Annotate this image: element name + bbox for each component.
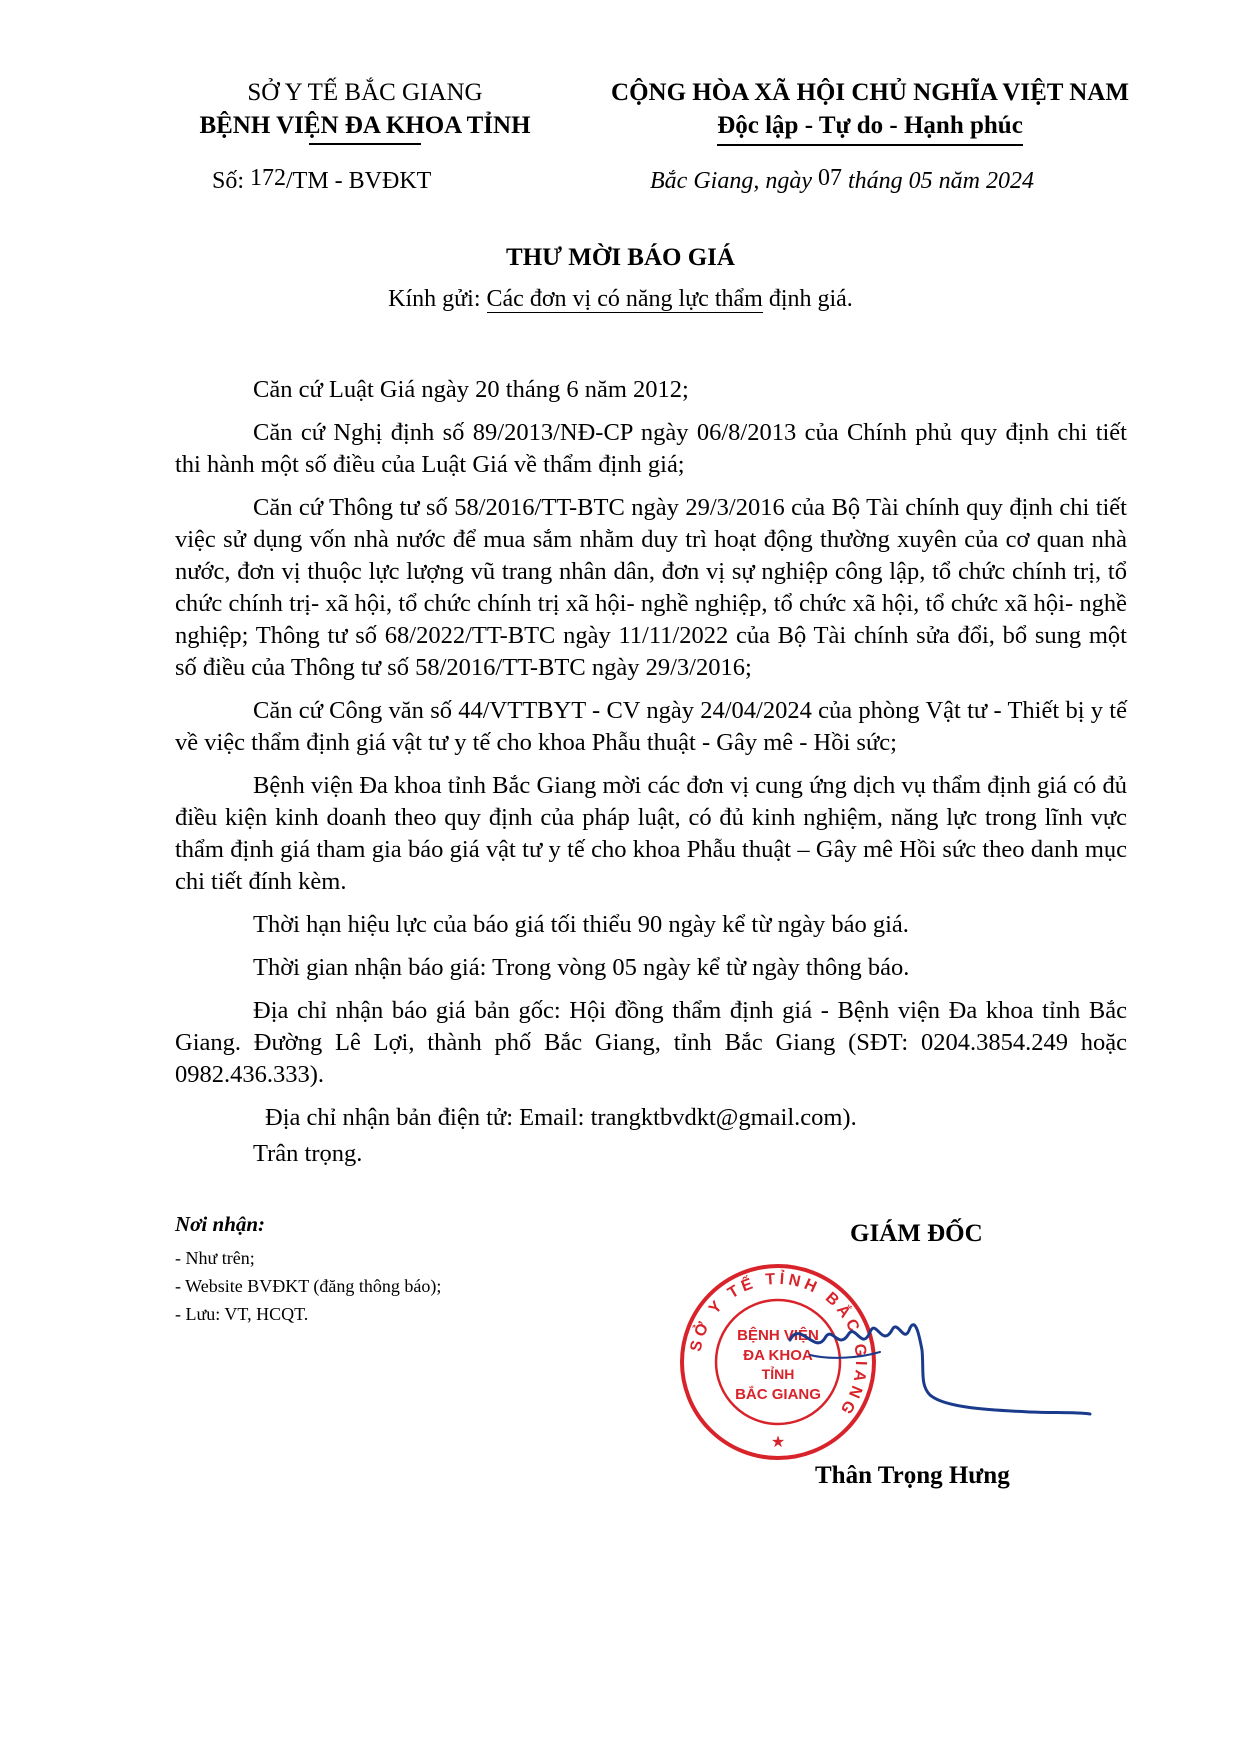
paragraph-invitation: Bệnh viện Đa khoa tỉnh Bắc Giang mời các đơn vị cung ứng dịch vụ thẩm định giá có đủ điều kiện kinh doanh theo quy định của pháp luật, có đủ kinh nghiệm, năng lực trong lĩnh vực thẩm định giá tham gia báo giá vật tư y tế cho khoa Phẫu thuật – Gây mê Hồi sức theo danh mục chi tiết đính kèm. xyxy=(175,772,1127,895)
date-part3: năm 2024 xyxy=(938,168,1034,194)
seal-outer-text: SỞ Y TẾ TỈNH BẮC GIANG xyxy=(687,1270,870,1421)
addressee-prefix: Kính gửi: xyxy=(388,286,487,312)
paragraph-validity: Thời hạn hiệu lực của báo giá tối thiểu 90 ngày kể từ ngày báo giá. xyxy=(253,911,909,938)
addressee xyxy=(0,286,1241,313)
country-name: CỘNG HÒA XÃ HỘI CHỦ NGHĨA VIỆT NAM xyxy=(611,79,1129,106)
paragraph-legal-basis-2: Căn cứ Nghị định số 89/2013/NĐ-CP ngày 06/8/2013 của Chính phủ quy định chi tiết thi hành một số điều của Luật Giá về thẩm định giá; xyxy=(175,419,1127,478)
recipient-item: - Lưu: VT, HCQT. xyxy=(175,1304,309,1324)
document-reference xyxy=(212,165,432,195)
seal-star-icon: ★ xyxy=(770,1432,786,1451)
date-part1: Bắc Giang, ngày xyxy=(650,168,812,194)
date-month: 05 xyxy=(908,168,933,194)
paragraph-legal-basis-1: Căn cứ Luật Giá ngày 20 tháng 6 năm 2012; xyxy=(253,376,689,403)
reference-suffix: /TM - BVĐKT xyxy=(286,168,432,194)
seal-line2: ĐA KHOA xyxy=(743,1347,813,1364)
signer-title: GIÁM ĐỐC xyxy=(850,1220,983,1247)
seal-line1: BỆNH VIỆN xyxy=(737,1327,819,1344)
date-day: 07 xyxy=(817,165,842,191)
seal-line4: BẮC GIANG xyxy=(735,1386,821,1403)
reference-prefix: Số: xyxy=(212,168,245,194)
issuer-header xyxy=(150,76,580,142)
department-name: SỞ Y TẾ BẮC GIANG xyxy=(247,79,483,106)
signature xyxy=(770,1300,1100,1430)
national-motto: Độc lập - Tự do - Hạnh phúc xyxy=(717,109,1023,146)
addressee-underlined: Các đơn vị có năng lực thẩm xyxy=(486,286,763,312)
paragraph-legal-basis-3: Căn cứ Thông tư số 58/2016/TT-BTC ngày 29/3/2016 của Bộ Tài chính quy định chi tiết việc sử dụng vốn nhà nước để mua sắm nhằm duy trì hoạt động thường xuyên của cơ quan nhà nước, đơn vị thuộc lực lượng vũ trang nhân dân, đơn vị sự nghiệp công lập, tổ chức chính trị, tổ chức chính trị- xã hội, tổ chức chính trị xã hội- nghề nghiệp, tổ chức xã hội, tổ chức xã hội- nghề nghiệp; Thông tư số 68/2022/TT-BTC ngày 11/11/2022 của Bộ Tài chính sửa đổi, bổ sung một số điều của Thông tư số 58/2016/TT-BTC ngày 29/3/2016; xyxy=(175,494,1127,681)
paragraph-deadline: Thời gian nhận báo giá: Trong vòng 05 ngày kể từ ngày thông báo. xyxy=(253,954,910,981)
paragraph-legal-basis-4: Căn cứ Công văn số 44/VTTBYT - CV ngày 24/04/2024 của phòng Vật tư - Thiết bị y tế về việc thẩm định giá vật tư y tế cho khoa Phẫu thuật - Gây mê - Hồi sức; xyxy=(175,697,1127,756)
letter-body xyxy=(175,374,1127,1181)
recipient-item: - Như trên; xyxy=(175,1248,255,1268)
recipient-item: - Website BVĐKT (đăng thông báo); xyxy=(175,1276,442,1296)
date-part2: tháng xyxy=(847,168,903,194)
paragraph-email: Địa chỉ nhận bản điện tử: Email: trangktbvdkt@gmail.com). xyxy=(265,1104,857,1131)
seal-line3: TỈNH xyxy=(761,1366,795,1382)
hospital-name: BỆNH VIỆN ĐA KHOA TỈNH xyxy=(199,109,530,142)
addressee-rest: định giá. xyxy=(762,286,853,312)
closing-text: Trân trọng. xyxy=(253,1140,363,1167)
paragraph-address: Địa chỉ nhận báo giá bản gốc: Hội đồng thẩm định giá - Bệnh viện Đa khoa tỉnh Bắc Giang. Đường Lê Lợi, thành phố Bắc Giang, tỉnh Bắc Giang (SĐT: 0204.3854.249 hoặc 0982.436.333). xyxy=(175,997,1127,1088)
national-header xyxy=(590,76,1150,146)
recipients-title: Nơi nhận: xyxy=(175,1212,266,1236)
recipients-list xyxy=(175,1244,441,1328)
signer-name: Thân Trọng Hưng xyxy=(815,1462,1010,1489)
document-title: THƯ MỜI BÁO GIÁ xyxy=(506,244,735,271)
place-and-date xyxy=(650,165,1034,195)
reference-number: 172 xyxy=(250,165,287,191)
